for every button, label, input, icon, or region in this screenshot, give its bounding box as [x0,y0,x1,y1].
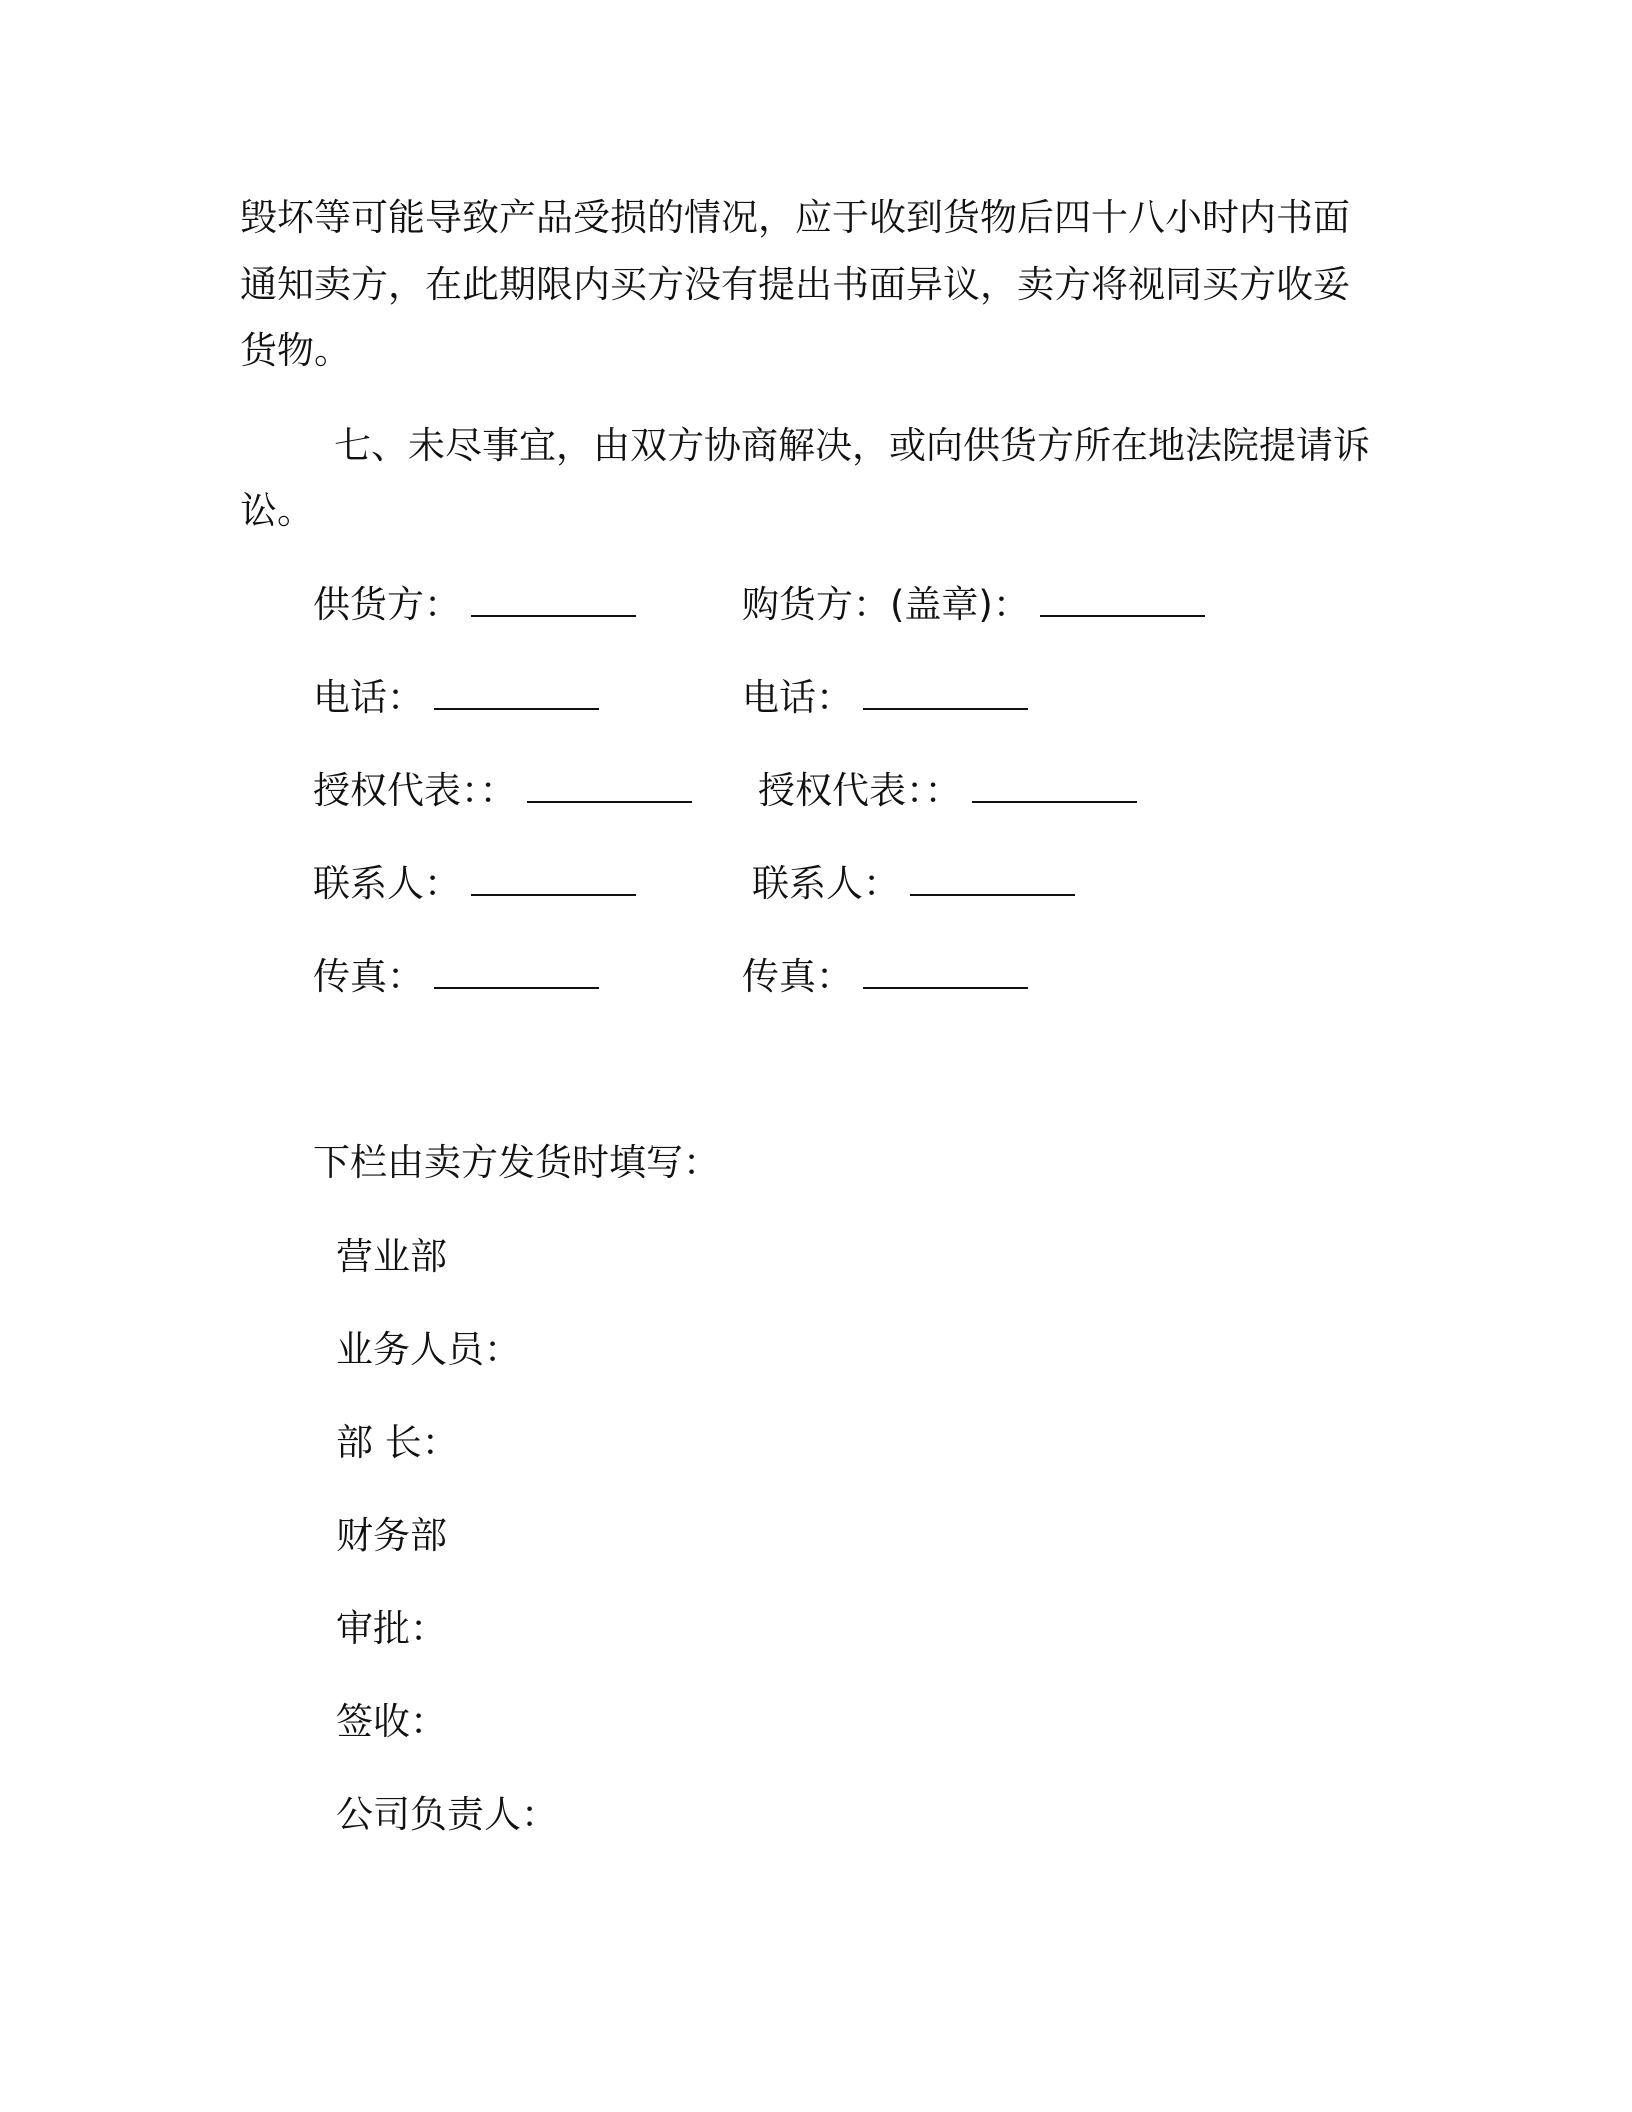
supplier-contact-blank[interactable] [471,864,636,896]
supplier-contact-field[interactable] [313,862,636,906]
seller-item-finance-dept: 财务部 [336,1514,447,1557]
supplier-blank[interactable] [471,585,636,617]
buyer-phone-blank[interactable] [863,678,1028,710]
supplier-representative-field[interactable] [313,769,692,813]
clause7-line-2: 讼。 [240,489,314,532]
buyer-representative-blank[interactable] [972,771,1137,803]
seller-section-heading: 下栏由卖方发货时填写： [313,1141,720,1184]
buyer-contact-field[interactable] [752,862,1075,906]
supplier-field[interactable] [313,583,636,627]
supplier-fax-blank[interactable] [434,957,599,989]
supplier-phone-field[interactable] [313,676,599,720]
clause6-line-2: 通知卖方，在此期限内买方没有提出书面异议，卖方将视同买方收妥 [240,263,1350,306]
buyer-field[interactable] [742,583,1205,627]
buyer-blank[interactable] [1040,585,1205,617]
seller-item-approval: 审批： [336,1607,447,1650]
buyer-contact-label: 联系人： [752,862,900,905]
seller-item-receipt: 签收： [336,1700,447,1743]
buyer-representative-label: 授权代表：： [758,769,962,812]
buyer-fax-blank[interactable] [863,957,1028,989]
supplier-fax-label: 传真： [313,955,424,998]
supplier-phone-blank[interactable] [434,678,599,710]
seller-item-director: 部 长： [336,1421,459,1464]
seller-item-sales-dept: 营业部 [336,1235,447,1278]
supplier-fax-field[interactable] [313,955,599,999]
buyer-label: 购货方：(盖章)： [742,583,1030,626]
supplier-representative-label: 授权代表：： [313,769,517,812]
buyer-fax-label: 传真： [742,955,853,998]
supplier-representative-blank[interactable] [527,771,692,803]
clause7-line-1: 七、未尽事宜，由双方协商解决，或向供货方所在地法院提请诉 [334,424,1370,467]
buyer-phone-field[interactable] [742,676,1028,720]
buyer-phone-label: 电话： [742,676,853,719]
buyer-contact-blank[interactable] [910,864,1075,896]
supplier-label: 供货方： [313,583,461,626]
clause6-line-1: 毁坏等可能导致产品受损的情况，应于收到货物后四十八小时内书面 [240,196,1350,239]
buyer-fax-field[interactable] [742,955,1028,999]
supplier-phone-label: 电话： [313,676,424,719]
buyer-representative-field[interactable] [758,769,1137,813]
seller-item-sales-staff: 业务人员： [336,1328,521,1371]
clause6-line-3: 货物。 [240,329,351,372]
seller-item-company-head: 公司负责人： [336,1793,558,1836]
supplier-contact-label: 联系人： [313,862,461,905]
